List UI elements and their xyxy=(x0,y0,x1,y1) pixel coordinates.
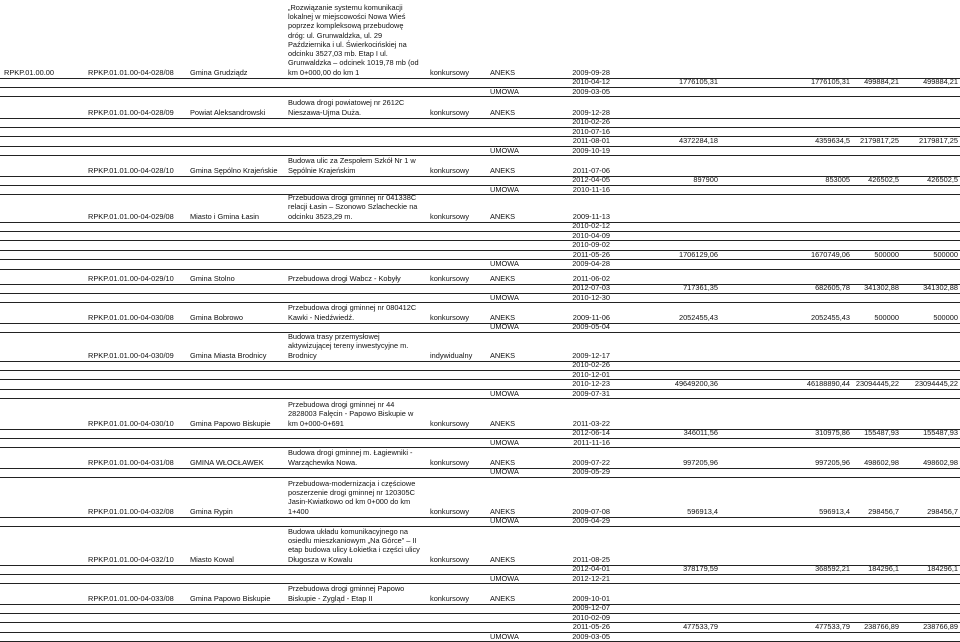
amount-value: 500000 xyxy=(933,249,958,259)
contract-date: 2009-04-29 xyxy=(572,516,610,526)
annex-date: 2012-06-14 xyxy=(572,428,610,438)
amount-value: 499884,21 xyxy=(923,77,958,87)
amount-value: 298456,7 xyxy=(927,507,958,516)
annex-date: 2010-12-23 xyxy=(572,379,610,389)
amount-value: 997205,96 xyxy=(815,458,850,467)
annex-date: 2009-07-22 xyxy=(572,458,610,467)
amount-value: 341302,88 xyxy=(923,283,958,293)
annex-date: 2009-12-07 xyxy=(572,603,610,613)
annex-date: 2011-05-26 xyxy=(572,249,610,259)
contract-label: UMOWA xyxy=(490,184,519,194)
project-title: Budowa trasy przemysłowej aktywizującej tereny inwestycyjne m. Brodnicy xyxy=(288,332,409,360)
contract-label: UMOWA xyxy=(490,516,519,526)
project-title: Przebudowa drogi gminnej nr 080412C Kawki - Niedźwiedź. xyxy=(288,303,417,322)
contract-label: UMOWA xyxy=(490,145,519,155)
annex-date: 2010-09-02 xyxy=(572,240,610,250)
procedure-mode: konkursowy xyxy=(430,458,470,467)
amount-value: 2179817,25 xyxy=(859,136,899,146)
row-rule xyxy=(0,438,960,439)
project-title: Przebudowa drogi Wabcz - Kobyły xyxy=(288,273,401,283)
row-rule xyxy=(0,361,960,362)
project-title: Przebudowa drogi gminnej nr 041338C relacji Łasin – Szonowo Szlacheckie na odcinku 3523,29 m. xyxy=(288,193,418,221)
amount-value: 238766,89 xyxy=(864,622,899,632)
contract-date: 2009-04-28 xyxy=(572,259,610,269)
row-rule xyxy=(0,176,960,177)
row-rule xyxy=(0,269,960,270)
contract-date: 2009-10-19 xyxy=(572,145,610,155)
annex-date: 2009-07-08 xyxy=(572,507,610,516)
document-type: ANEKS xyxy=(490,594,516,603)
project-code: RPKP.01.01.00-04-030/10 xyxy=(88,419,174,428)
amount-value: 498602,98 xyxy=(923,458,958,467)
annex-date: 2010-02-26 xyxy=(572,360,610,370)
amount-value: 49649200,36 xyxy=(674,379,718,389)
contract-label: UMOWA xyxy=(490,437,519,447)
document-type: ANEKS xyxy=(490,166,516,175)
contract-date: 2011-11-16 xyxy=(573,437,610,447)
row-rule xyxy=(0,379,960,380)
beneficiary-name: GMINA WŁOCŁAWEK xyxy=(190,458,264,467)
project-code: RPKP.01.01.00-04-032/10 xyxy=(88,555,174,564)
project-title: Budowa drogi gminnej m. Łagiewniki - Warząchewka Nowa. xyxy=(288,448,413,467)
project-code: RPKP.01.01.00-04-030/09 xyxy=(88,351,174,360)
row-rule xyxy=(0,87,960,88)
amount-value: 378179,59 xyxy=(683,564,718,574)
root-code: RPKP.01.00.00 xyxy=(4,68,54,77)
annex-date: 2009-11-06 xyxy=(572,313,610,322)
beneficiary-name: Gmina Papowo Biskupie xyxy=(190,419,271,428)
annex-date: 2010-02-09 xyxy=(572,612,610,622)
amount-value: 1776105,31 xyxy=(810,77,850,87)
amount-value: 682605,78 xyxy=(815,283,850,293)
project-title: Przebudowa drogi gminnej nr 44 2828003 Falęcin - Papowo Biskupie w km 0+000-0+691 xyxy=(288,400,414,428)
amount-value: 4359634,5 xyxy=(815,136,850,146)
amount-value: 1670749,06 xyxy=(810,249,850,259)
row-rule xyxy=(0,222,960,223)
annex-date: 2011-03-22 xyxy=(572,419,610,428)
amount-value: 155487,93 xyxy=(864,428,899,438)
amount-value: 426502,5 xyxy=(868,175,899,185)
procedure-mode: konkursowy xyxy=(430,108,470,117)
document-type: ANEKS xyxy=(490,68,516,77)
annex-date: 2009-12-28 xyxy=(572,108,610,117)
annex-date: 2009-10-01 xyxy=(572,594,610,603)
row-rule xyxy=(0,370,960,371)
amount-value: 155487,93 xyxy=(923,428,958,438)
beneficiary-name: Gmina Sępólno Krajeńskie xyxy=(190,166,278,175)
annex-date: 2010-02-12 xyxy=(572,221,610,231)
beneficiary-name: Powiat Aleksandrowski xyxy=(190,108,266,117)
project-code: RPKP.01.01.00-04-028/10 xyxy=(88,166,174,175)
amount-value: 238766,89 xyxy=(923,622,958,632)
amount-value: 23094445,22 xyxy=(855,379,899,389)
contract-label: UMOWA xyxy=(490,259,519,269)
row-rule xyxy=(0,194,960,195)
project-code: RPKP.01.01.00-04-030/08 xyxy=(88,313,174,322)
row-rule xyxy=(0,302,960,303)
beneficiary-name: Gmina Papowo Biskupie xyxy=(190,594,271,603)
contract-label: UMOWA xyxy=(490,86,519,96)
amount-value: 500000 xyxy=(874,249,899,259)
beneficiary-name: Gmina Miasta Brodnicy xyxy=(190,351,267,360)
document-type: ANEKS xyxy=(490,313,516,322)
document-type: ANEKS xyxy=(490,274,516,283)
document-type: ANEKS xyxy=(490,108,516,117)
project-title: „Rozwiązanie systemu komunikacji lokalnej w miejscowości Nowa Wieś poprzez kompleksową przebudowę dróg: ul. Grunwaldzka, ul. 29 Października i ul. Świerkocińskiej na odcinku 3527,03 mb. Etap I ul. Grunwaldzka – odcinek 1019,78 mb (od km 0+000,00 do km 1 xyxy=(288,2,419,77)
beneficiary-name: Gmina Bobrowo xyxy=(190,313,243,322)
row-rule xyxy=(0,613,960,614)
annex-date: 2009-12-17 xyxy=(572,351,610,360)
annex-date: 2012-04-01 xyxy=(572,564,610,574)
row-rule xyxy=(0,127,960,128)
project-code: RPKP.01.01.00-04-029/10 xyxy=(88,274,174,283)
project-code: RPKP.01.01.00-04-028/09 xyxy=(88,108,174,117)
row-rule xyxy=(0,389,960,390)
annex-date: 2010-04-09 xyxy=(572,230,610,240)
row-rule xyxy=(0,293,960,294)
procedure-mode: konkursowy xyxy=(430,313,470,322)
amount-value: 298456,7 xyxy=(868,507,899,516)
amount-value: 477533,79 xyxy=(683,622,718,632)
annex-date: 2010-07-16 xyxy=(572,126,610,136)
amount-value: 310975,86 xyxy=(815,428,850,438)
project-code: RPKP.01.01.00-04-029/08 xyxy=(88,212,174,221)
amount-value: 23094445,22 xyxy=(914,379,958,389)
annex-date: 2011-06-02 xyxy=(572,274,610,283)
row-rule xyxy=(0,574,960,575)
annex-date: 2009-11-13 xyxy=(572,212,610,221)
procedure-mode: konkursowy xyxy=(430,68,470,77)
amount-value: 596913,4 xyxy=(819,507,850,516)
row-rule xyxy=(0,185,960,186)
row-rule xyxy=(0,136,960,137)
beneficiary-name: Miasto Kowal xyxy=(190,555,234,564)
amount-value: 1776105,31 xyxy=(678,77,718,87)
amount-value: 498602,98 xyxy=(864,458,899,467)
project-code: RPKP.01.01.00-04-032/08 xyxy=(88,507,174,516)
procedure-mode: indywidualny xyxy=(430,351,473,360)
row-rule xyxy=(0,155,960,156)
amount-value: 4372284,18 xyxy=(678,136,718,146)
contract-date: 2009-03-05 xyxy=(572,86,610,96)
amount-value: 853005 xyxy=(825,175,850,185)
annex-date: 2011-05-26 xyxy=(572,622,610,632)
amount-value: 596913,4 xyxy=(687,507,718,516)
row-rule xyxy=(0,78,960,79)
amount-value: 341302,88 xyxy=(864,283,899,293)
amount-value: 500000 xyxy=(874,313,899,322)
row-rule xyxy=(0,146,960,147)
contract-date: 2009-05-04 xyxy=(572,322,610,332)
amount-value: 1706129,06 xyxy=(678,249,718,259)
procedure-mode: konkursowy xyxy=(430,594,470,603)
row-rule xyxy=(0,250,960,251)
amount-value: 499884,21 xyxy=(864,77,899,87)
beneficiary-name: Gmina Grudziądz xyxy=(190,68,248,77)
row-rule xyxy=(0,477,960,478)
annex-date: 2010-12-01 xyxy=(572,369,610,379)
amount-value: 2052455,43 xyxy=(678,313,718,322)
project-code: RPKP.01.01.00-04-031/08 xyxy=(88,458,174,467)
contract-date: 2012-12-21 xyxy=(572,573,610,583)
document-type: ANEKS xyxy=(490,507,516,516)
document-type: ANEKS xyxy=(490,419,516,428)
project-code: RPKP.01.01.00-04-033/08 xyxy=(88,594,174,603)
row-rule xyxy=(0,118,960,119)
project-title: Budowa ulic za Zespołem Szkół Nr 1 w Sępólnie Krajeńskim xyxy=(288,156,416,175)
row-rule xyxy=(0,604,960,605)
contract-date: 2010-12-30 xyxy=(572,292,610,302)
procedure-mode: konkursowy xyxy=(430,166,470,175)
row-rule xyxy=(0,526,960,527)
beneficiary-name: Gmina Rypin xyxy=(190,507,233,516)
document-type: ANEKS xyxy=(490,212,516,221)
row-rule xyxy=(0,259,960,260)
project-title: Budowa drogi powiatowej nr 2612C Nieszawa-Ujma Duża. xyxy=(288,98,405,117)
row-rule xyxy=(0,468,960,469)
row-rule xyxy=(0,323,960,324)
row-rule xyxy=(0,284,960,285)
procedure-mode: konkursowy xyxy=(430,419,470,428)
annex-date: 2010-02-26 xyxy=(572,117,610,127)
contract-label: UMOWA xyxy=(490,631,519,641)
annex-date: 2012-07-03 xyxy=(572,283,610,293)
annex-date: 2011-08-25 xyxy=(572,555,610,564)
contract-date: 2009-03-05 xyxy=(572,631,610,641)
document-type: ANEKS xyxy=(490,458,516,467)
amount-value: 184296,1 xyxy=(927,564,958,574)
contract-label: UMOWA xyxy=(490,322,519,332)
amount-value: 368592,21 xyxy=(815,564,850,574)
contract-label: UMOWA xyxy=(490,467,519,477)
row-rule xyxy=(0,517,960,518)
beneficiary-name: Miasto i Gmina Łasin xyxy=(190,212,260,221)
project-title: Przebudowa-modernizacja i częściowe poszerzenie drogi gminnej nr 120305C Jasin-Kwiatkowo od km 0+000 do km 1+400 xyxy=(288,478,416,516)
row-rule xyxy=(0,231,960,232)
annex-date: 2011-08-01 xyxy=(572,136,610,146)
contract-label: UMOWA xyxy=(490,292,519,302)
project-title: Budowa układu komunikacyjnego na osiedlu mieszkaniowym „Na Górce” – II etap budowa ulicy Łokietka i części ulicy Długosza w Kowalu xyxy=(288,526,420,564)
contract-date: 2010-11-16 xyxy=(572,184,610,194)
amount-value: 46188890,44 xyxy=(806,379,850,389)
beneficiary-name: Gmina Stolno xyxy=(190,274,235,283)
amount-value: 2052455,43 xyxy=(810,313,850,322)
row-rule xyxy=(0,447,960,448)
annex-date: 2011-07-06 xyxy=(572,166,610,175)
amount-value: 897900 xyxy=(693,175,718,185)
row-rule xyxy=(0,565,960,566)
amount-value: 2179817,25 xyxy=(918,136,958,146)
contract-label: UMOWA xyxy=(490,388,519,398)
procedure-mode: konkursowy xyxy=(430,274,470,283)
row-rule xyxy=(0,632,960,633)
row-rule xyxy=(0,583,960,584)
amount-value: 426502,5 xyxy=(927,175,958,185)
row-rule xyxy=(0,332,960,333)
document-type: ANEKS xyxy=(490,351,516,360)
annex-date: 2010-04-12 xyxy=(572,77,610,87)
annex-date: 2009-09-28 xyxy=(572,68,610,77)
annex-date: 2012-04-05 xyxy=(572,175,610,185)
amount-value: 477533,79 xyxy=(815,622,850,632)
row-rule xyxy=(0,240,960,241)
amount-value: 500000 xyxy=(933,313,958,322)
contract-label: UMOWA xyxy=(490,573,519,583)
row-rule xyxy=(0,96,960,97)
amount-value: 346011,56 xyxy=(683,428,718,438)
contract-date: 2009-07-31 xyxy=(572,388,610,398)
procedure-mode: konkursowy xyxy=(430,212,470,221)
row-rule xyxy=(0,429,960,430)
procedure-mode: konkursowy xyxy=(430,507,470,516)
amount-value: 997205,96 xyxy=(683,458,718,467)
document-type: ANEKS xyxy=(490,555,516,564)
amount-value: 717361,35 xyxy=(683,283,718,293)
project-code: RPKP.01.01.00-04-028/08 xyxy=(88,68,174,77)
project-title: Przebudowa drogi gminnej Papowo Biskupie - Zygląd - Etap II xyxy=(288,584,405,603)
contract-date: 2009-05-29 xyxy=(572,467,610,477)
procedure-mode: konkursowy xyxy=(430,555,470,564)
row-rule xyxy=(0,398,960,399)
amount-value: 184296,1 xyxy=(868,564,899,574)
row-rule xyxy=(0,622,960,623)
